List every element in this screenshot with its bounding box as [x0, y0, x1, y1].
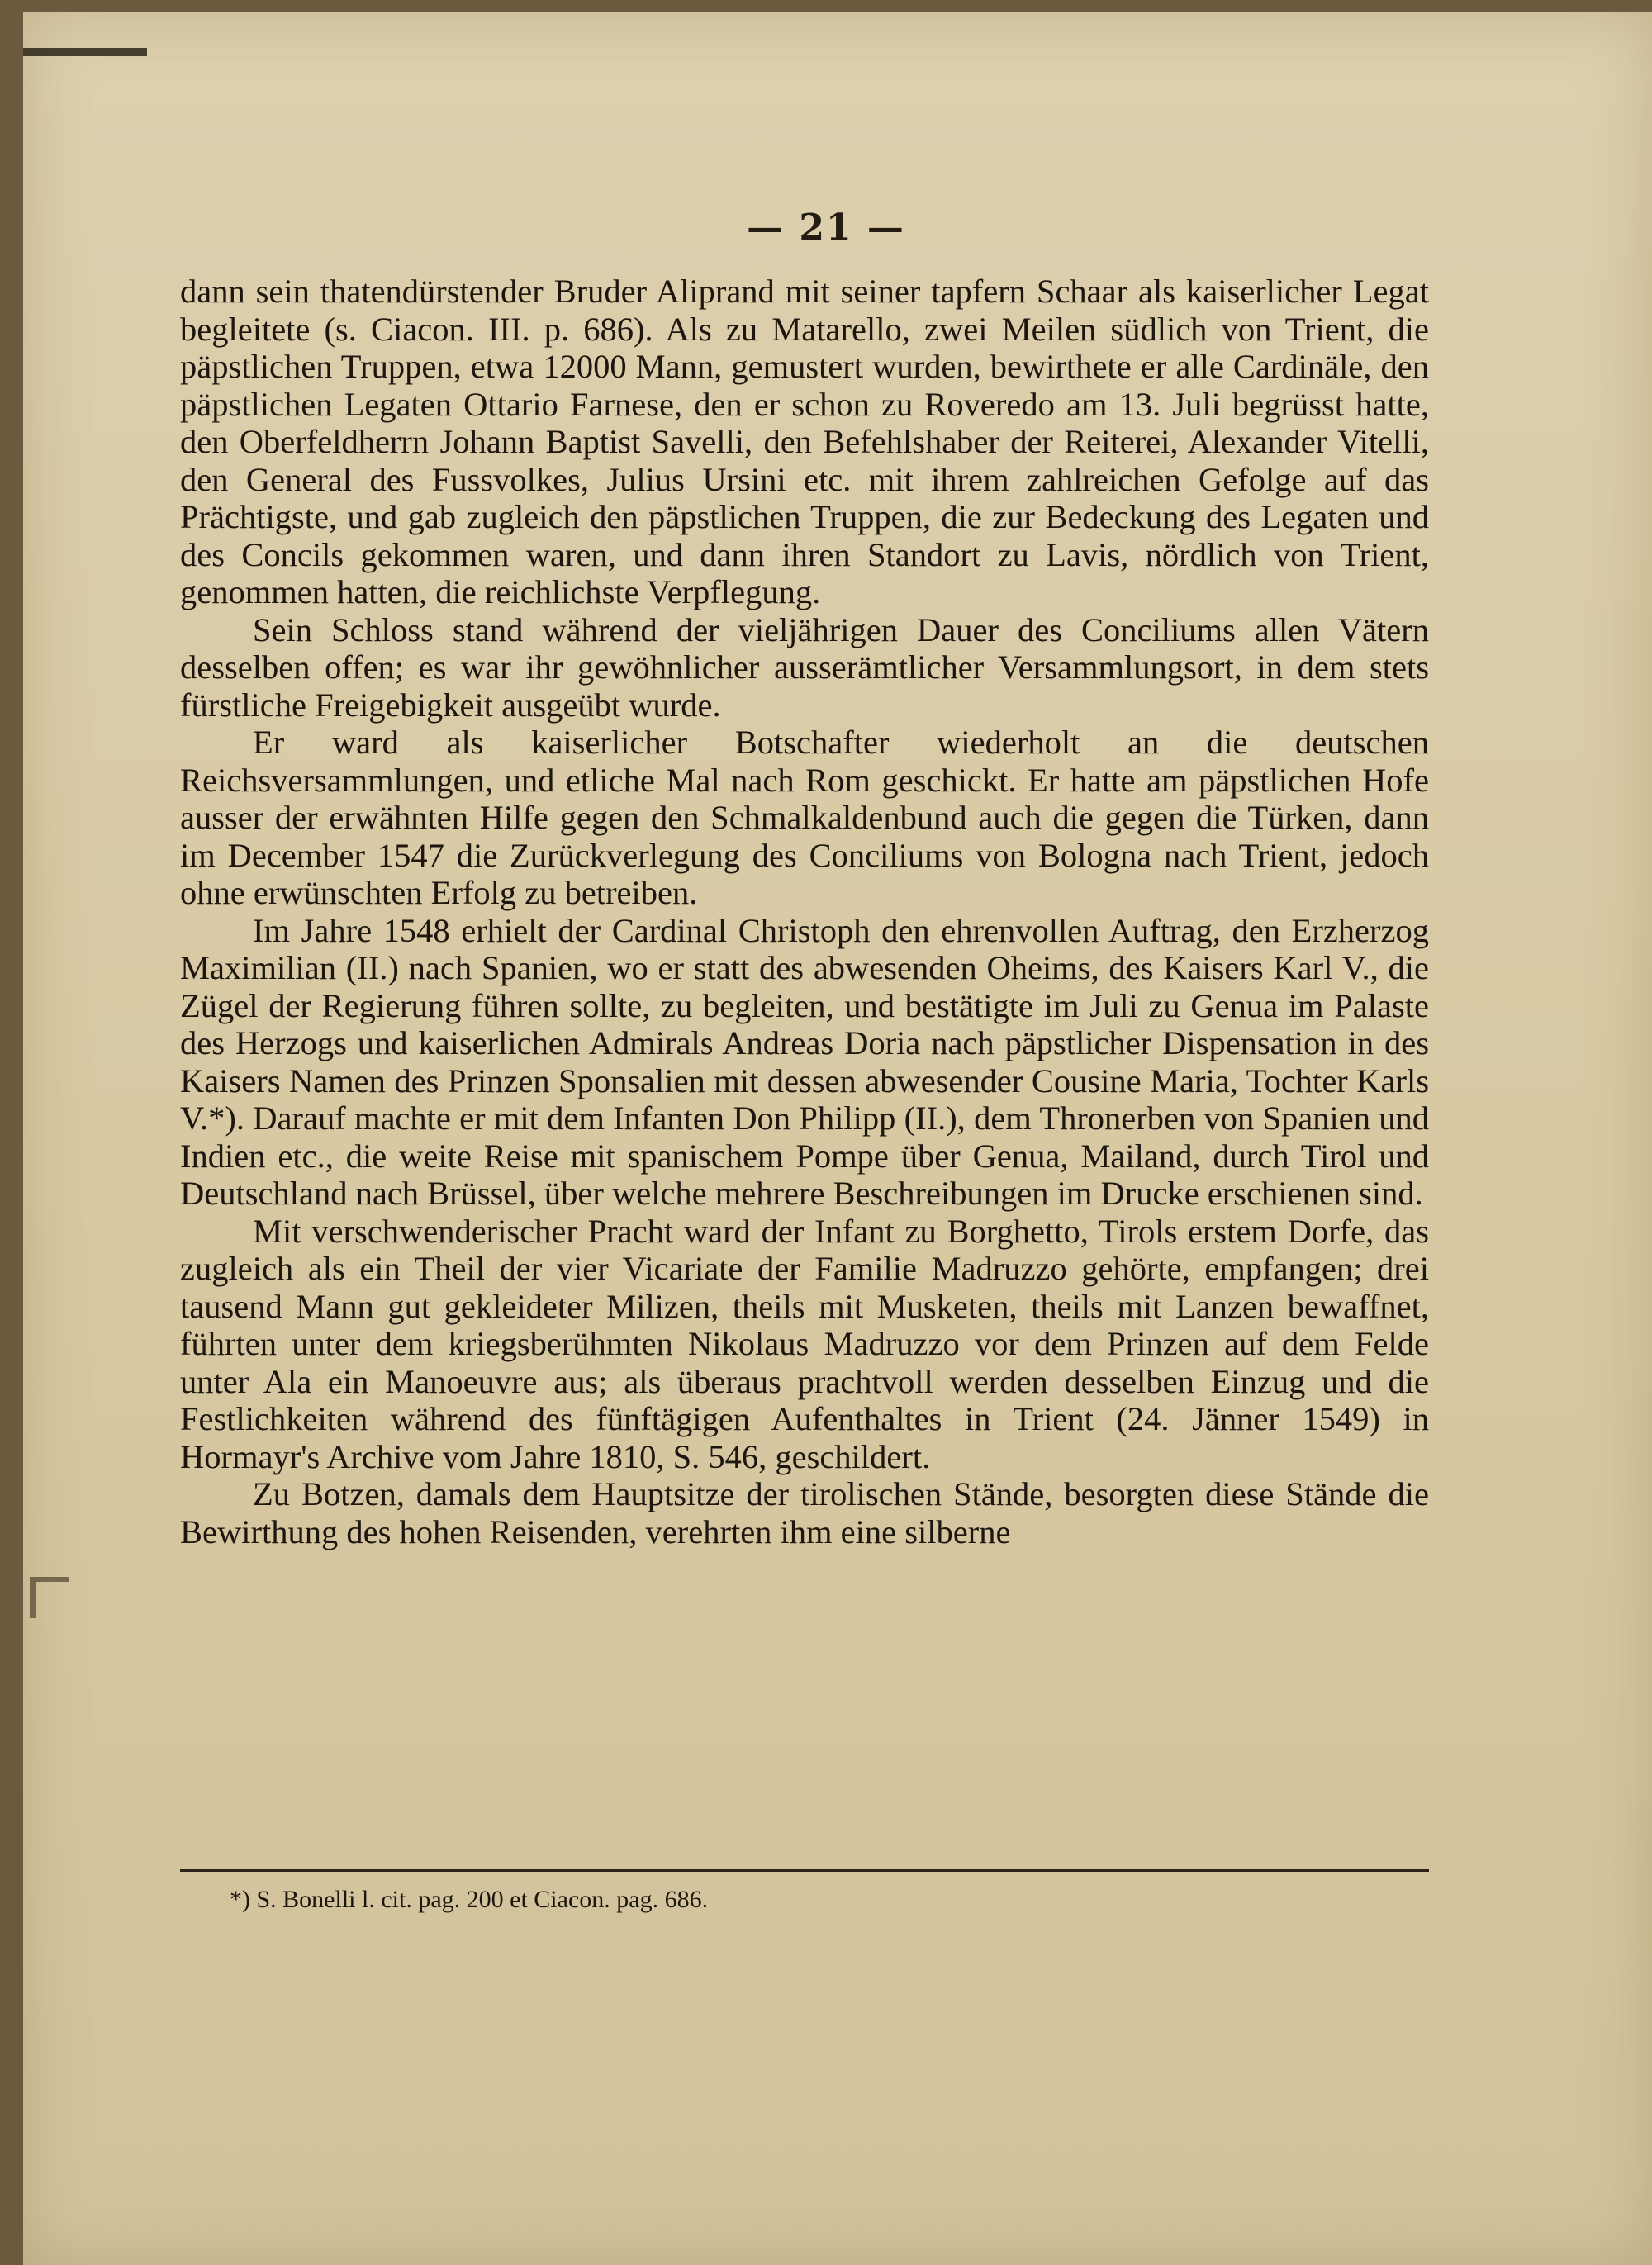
- page-number: — 21 —: [747, 207, 905, 249]
- footnote-divider: [180, 1869, 1429, 1872]
- body-text: [180, 273, 1429, 1550]
- ink-mark: [23, 48, 147, 56]
- paragraph-3: Er ward als kaiserlicher Botschafter wiederholt an die deutschen Reichsversammlungen, und etliche Mal nach Rom geschickt. Er hatte am päpstlichen Hofe ausser der erwähnten Hilfe gegen den Schmalkaldenbund auch die gegen die Türken, dann im December 1547 die Zurückverlegung des Conciliums von Bologna nach Trient, jedoch ohne erwünschten Erfolg zu betreiben.: [180, 724, 1429, 911]
- paragraph-5: Mit verschwenderischer Pracht ward der Infant zu Borghetto, Tirols erstem Dorfe, das zugleich als ein Theil der vier Vicariate der Familie Madruzzo gehörte, empfangen; drei tausend Mann gut gekleideter Milizen, theils mit Musketen, theils mit Lanzen bewaffnet, führten unter dem kriegsberühmten Nikolaus Madruzzo vor dem Prinzen auf dem Felde unter Ala ein Manoeuvre aus; als überaus prachtvoll werden desselben Einzug und die Festlichkeiten während des fünftägigen Aufenthaltes in Trient (24. Jänner 1549) in Hormayr's Archive vom Jahre 1810, S. 546, geschildert.: [180, 1212, 1429, 1475]
- paragraph-6: Zu Botzen, damals dem Hauptsitze der tirolischen Stände, besorgten diese Stände die Bewirthung des hohen Reisenden, verehrten ihm eine silberne: [180, 1475, 1429, 1550]
- paragraph-4: Im Jahre 1548 erhielt der Cardinal Christoph den ehrenvollen Auftrag, den Erzherzog Maximilian (II.) nach Spanien, wo er statt des abwesenden Oheims, des Kaisers Karl V., die Zügel der Regierung führen sollte, zu begleiten, und bestätigte im Juli zu Genua im Palaste des Herzogs und kaiserlichen Admirals Andreas Doria nach päpstlicher Dispensation in des Kaisers Namen des Prinzen Sponsalien mit dessen abwesender Cousine Maria, Tochter Karls V.*). Darauf machte er mit dem Infanten Don Philipp (II.), dem Thronerben von Spanien und Indien etc., die weite Reise mit spanischem Pompe über Genua, Mailand, durch Tirol und Deutschland nach Brüssel, über welche mehrere Beschreibungen im Drucke erschienen sind.: [180, 911, 1429, 1212]
- margin-mark: [30, 1577, 69, 1618]
- footnote: *) S. Bonelli l. cit. pag. 200 et Ciacon. pag. 686.: [230, 1886, 709, 1913]
- paragraph-2: Sein Schloss stand während der vieljährigen Dauer des Conciliums allen Vätern desselben offen; es war ihr gewöhnlicher ausserämtlicher Versammlungsort, in dem stets fürstliche Freigebigkeit ausgeübt wurde.: [180, 610, 1429, 724]
- paragraph-1: dann sein thatendürstender Bruder Aliprand mit seiner tapfern Schaar als kaiserlicher Legat begleitete (s. Ciacon. III. p. 686). Als zu Matarello, zwei Meilen südlich von Trient, die päpstlichen Truppen, etwa 12000 Mann, gemustert wurden, bewirthete er alle Cardinäle, den päpstlichen Legaten Ottario Farnese, den er schon zu Roveredo am 13. Juli begrüsst hatte, den Oberfeldherrn Johann Baptist Savelli, den Befehlshaber der Reiterei, Alexander Vitelli, den General des Fussvolkes, Julius Ursini etc. mit ihrem zahlreichen Gefolge auf das Prächtigste, und gab zugleich den päpstlichen Truppen, die zur Bedeckung des Legaten und des Concils gekommen waren, und dann ihren Standort zu Lavis, nördlich von Trient, genommen hatten, die reichlichste Verpflegung.: [180, 273, 1429, 610]
